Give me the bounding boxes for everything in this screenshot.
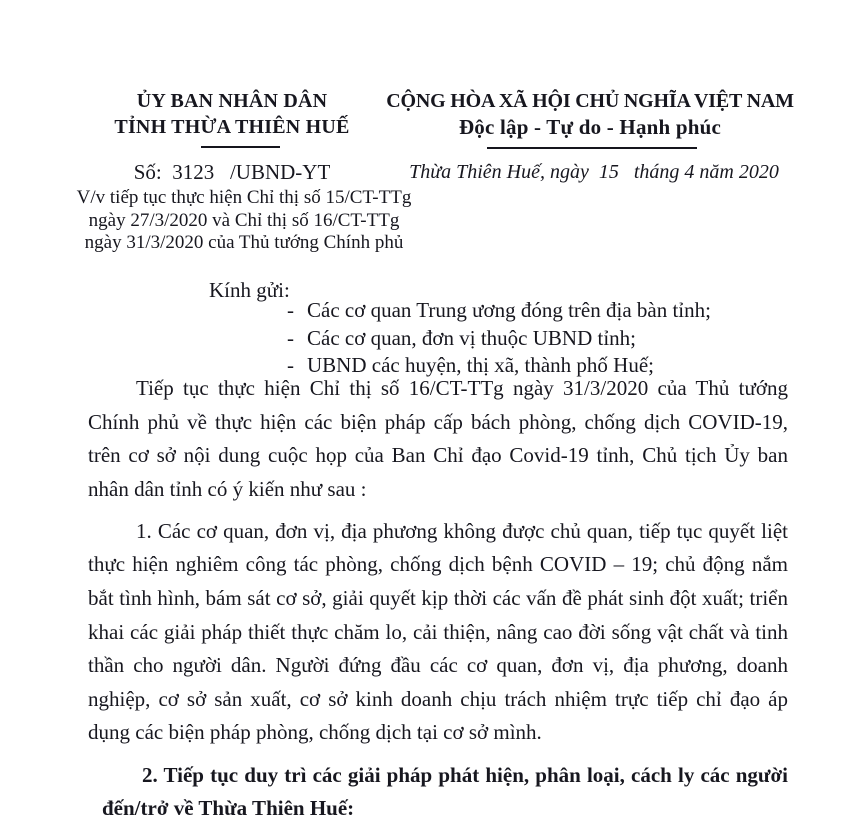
issuer-header: [96, 88, 368, 140]
national-name: CỘNG HÒA XÃ HỘI CHỦ NGHĨA VIỆT NAM: [386, 90, 794, 112]
dash-bullet: -: [287, 325, 294, 350]
body-paragraph-item-2: 2. Tiếp tục duy trì các giải pháp phát hiện, phân loại, cách ly các người đến/trở về Thừa Thiên Huế:: [102, 762, 788, 821]
recipient-text: UBND các huyện, thị xã, thành phố Huế;: [307, 353, 655, 377]
national-header: [384, 88, 796, 140]
subject-block: [58, 187, 430, 255]
document-body: [88, 372, 788, 826]
body-paragraph-item-1: 1. Các cơ quan, đơn vị, địa phương không được chủ quan, tiếp tục quyết liệt thực hiện nghiêm công tác phòng, chống dịch bệnh COVID – 19; chủ động nắm bắt tình hình, bám sát cơ sở, giải quyết kịp thời các vấn đề phát sinh đột xuất; triển khai các giải pháp thiết thực chăm lo, cải thiện, nâng cao đời sống vật chất và tinh thần cho người dân. Người đứng đầu các cơ quan, đơn vị, địa phương, doanh nghiệp, cơ sở sản xuất, cơ sở kinh doanh chịu trách nhiệm trực tiếp chỉ đạo áp dụng các biện pháp phòng, chống dịch tại cơ sở mình.: [88, 518, 788, 745]
issuer-province: TỈNH THỪA THIÊN HUẾ: [114, 116, 350, 138]
salutation-label: Kính gửi:: [209, 278, 290, 302]
body-paragraph-intro: Tiếp tục thực hiện Chỉ thị số 16/CT-TTg ngày 31/3/2020 của Thủ tướng Chính phủ về thực hiện các biện pháp cấp bách phòng, chống dịch COVID-19, trên cơ sở nội dung cuộc họp của Ban Chỉ đạo Covid-19 tỉnh, Chủ tịch Ủy ban nhân dân tỉnh có ý kiến như sau :: [88, 376, 788, 501]
issuer-name: ỦY BAN NHÂN DÂN: [136, 90, 328, 112]
subject-line: ngày 31/3/2020 của Thủ tướng Chính phủ: [84, 232, 404, 253]
subject-line: V/v tiếp tục thực hiện Chỉ thị số 15/CT-TTg: [76, 187, 412, 208]
dash-bullet: -: [287, 353, 294, 377]
subject-line: ngày 27/3/2020 và Chỉ thị số 16/CT-TTg: [88, 209, 400, 231]
recipient-text: Các cơ quan Trung ương đóng trên địa bàn tỉnh;: [307, 298, 711, 322]
document-number: Số: 3123 /UBND-YT: [133, 160, 331, 184]
issuer-underline: [201, 146, 280, 148]
recipient-item: [287, 297, 711, 325]
recipients-list: [287, 297, 711, 380]
motto-underline: [487, 147, 697, 149]
recipient-text: Các cơ quan, đơn vị thuộc UBND tỉnh;: [307, 325, 636, 350]
national-motto: Độc lập - Tự do - Hạnh phúc: [458, 115, 722, 139]
recipient-item: [287, 325, 711, 353]
dash-bullet: -: [287, 298, 294, 322]
place-date: Thừa Thiên Huế, ngày 15 tháng 4 năm 2020: [409, 161, 779, 183]
